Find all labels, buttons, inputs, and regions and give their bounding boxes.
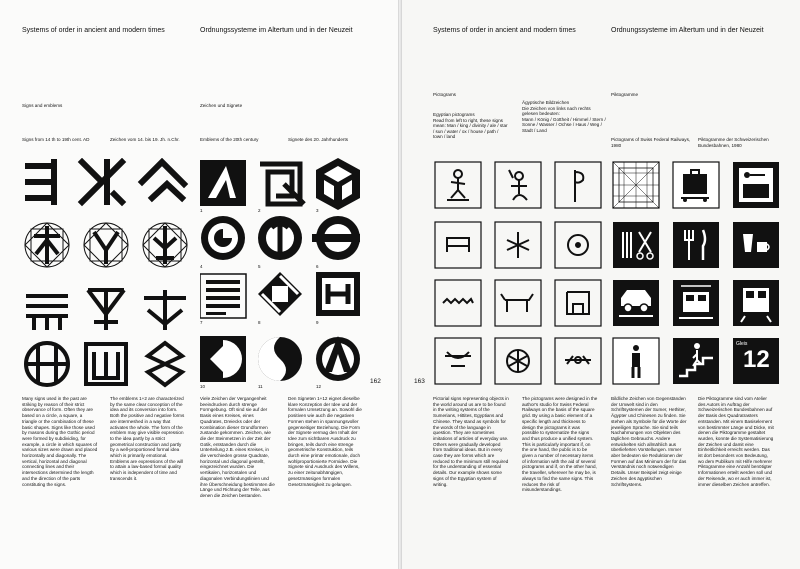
hieroglyph-house bbox=[567, 292, 589, 314]
square-sign-5 bbox=[86, 344, 126, 384]
emblem-5 bbox=[258, 216, 302, 260]
emblem-number: 3 bbox=[316, 208, 319, 213]
emblem-1 bbox=[200, 160, 246, 206]
hieroglyph-sun bbox=[568, 235, 588, 255]
right-text-col4: Die Piktogramme sind vom Atelier des Autors im Auftrag der Schweizerischen Bundesbahnen auf der Basis des Quadratrasters entstanden. Mit einem Basiselement von bestimmter Länge und Dicke, mit denen die Piktogramme gestaltet wurden, konnte die Systematisierung der Zeichen und damit eine Einheitlichkeit erreicht werden. Das ist dort besonders von Bedeutung, wo dem Publikum mit Hilfe mehrerer Piktogramme eine Anzahl benötigter Informationen erteilt werden soll und der Reisende, wo er auch immer ist, immer dieselben Zeichen antreffen. bbox=[698, 396, 774, 487]
right-text-col2: The pictograms were designed in the author's studio for Swiss Federal Railways on the basis of the square grid. By using a basic element of a specific length and thickness to design the pictograms it was possible to systematize the signs and thus produce a unified system. This is particularly important if, on the one hand, the public is to be given a number of necessary items of information with the aid of several pictograms and if, on the other hand, the traveller, wherever he may be, is always to find the same signs. This reduces the risk of misunderstandings. bbox=[522, 396, 598, 493]
swiss-caption-en: Pictograms of Swiss Federal Railways, 1980 bbox=[611, 137, 691, 148]
hieroglyph-town bbox=[507, 350, 529, 372]
emblem-7 bbox=[200, 274, 246, 318]
hieroglyph-star bbox=[507, 232, 529, 258]
caption-ancient-de: Zeichen vom 14. bis 19. Jh. n.Chr. bbox=[110, 137, 180, 142]
platform-number: 12 bbox=[743, 346, 770, 373]
emblem-number: 9 bbox=[316, 320, 319, 325]
sbb-locker-icon bbox=[733, 162, 779, 208]
sbb-train-icon bbox=[733, 280, 779, 326]
left-text-col1: Many signs used in the past are striking by reason of their strict observance of form. Often they are based on a circle, a square, a triangle or the combination of these basic shapes. Signs like those used by masons during the Gothic period were formed by subdividing, for example, a circle in which squares of various sizes were drawn and placed horizontally and diagonally. The vertical, horizontal and diagonal connecting lines and their intersections determined the length and the direction of the parts constituting the signs. bbox=[22, 396, 98, 487]
emblem-6 bbox=[312, 216, 360, 260]
sbb-barber-icon bbox=[613, 222, 659, 268]
left-section-en: Signs and emblems bbox=[22, 103, 63, 108]
emblem-number: 6 bbox=[316, 264, 319, 269]
caption-modern-en: Emblems of the 20th century bbox=[200, 137, 259, 142]
sbb-restaurant-icon bbox=[673, 222, 719, 268]
emblem-number: 4 bbox=[200, 264, 203, 269]
left-text-col2: The emblems 1+2 are characterized by the same clear conception of the idea and its conversion into form. Both the positive and negative forms are intermeshed in a way that activates the whole. The form of the emblem may give visible expression to the idea partly by a strict geometrical construction and partly by a well-proportioned formal idea which is primarily emotional. Emblems are expressions of the will to attain a law-based formal quality which is independent of time and transcends it. bbox=[110, 396, 185, 481]
emblem-number: 8 bbox=[258, 320, 261, 325]
page-number-right: 163 bbox=[414, 378, 425, 385]
emblem-11 bbox=[258, 337, 302, 381]
caption-ancient-en: Signs from 14 th to 19th cent. AD bbox=[22, 137, 90, 142]
swiss-caption-de: Piktogramme der Schweizerischen Bundesbahnen, 1980 bbox=[698, 137, 769, 148]
emblem-number: 12 bbox=[316, 384, 322, 389]
hieroglyph-king bbox=[509, 170, 527, 200]
line-sign-1 bbox=[26, 296, 68, 330]
emblem-number: 1 bbox=[200, 208, 203, 213]
right-page bbox=[400, 0, 800, 569]
emblem-number: 7 bbox=[200, 320, 203, 325]
sbb-stairs-icon bbox=[673, 338, 719, 384]
hieroglyph-sky bbox=[447, 238, 469, 252]
emblem-number: 10 bbox=[200, 384, 206, 389]
emblem-4 bbox=[201, 216, 247, 260]
emblem-number: 5 bbox=[258, 264, 261, 269]
right-section-en: Pictograms bbox=[433, 92, 456, 97]
sbb-grid-base bbox=[613, 162, 659, 208]
emblem-2 bbox=[260, 164, 304, 204]
emblem-12 bbox=[316, 336, 360, 381]
emblems-svg bbox=[200, 158, 360, 390]
caption-modern-de: Signete des 20. Jahrhunderts bbox=[288, 137, 349, 142]
left-text-col3: Viele Zeichen der Vergangenheit beeindrucken durch strenge Formgebung. Oft sind sie auf der Basis eines Kreises, eines Quadrates, Dreiecks oder der Kombination dieser Grundformen zustande gekommen. Zeichen, wie die der Steinmetzen in der Zeit der Gotik, entstanden durch die Unterteilung z.B. eines Kreises, in die verschieden grosse Quadrate, horizontal und diagonal gestellt, eingezeichnet wurden. Die vertikalen, horizontalen und diagonalen Verbindungslinien und ihre Überschneidung bestimmten die Länge und Richtung der Teile, aus denen die Zeichen bestanden. bbox=[200, 396, 275, 498]
sbb-snackbar-icon bbox=[733, 222, 779, 268]
circle-sign-4 bbox=[26, 343, 68, 385]
sbb-toilet-icon bbox=[613, 338, 659, 384]
egyptian-pictograms-grid bbox=[433, 160, 603, 386]
mason-mark-1 bbox=[28, 162, 54, 202]
right-text-col1: Pictorial signs representing objects in the world around us are to be found in the writing systems of the Sumerians, Hittites, Egyptians and Chinese. They stand as symbols for the words of the language in question. They are sometimes imitations of articles of everyday use. Others were gradually developed from traditional ideas. But in every case they are forms which are reduced to the minimum still required for the understanding of essential details. Our example shows some signs of the Egyptian system of writing. bbox=[433, 396, 509, 487]
book-gutter bbox=[398, 0, 402, 569]
emblem-3 bbox=[316, 158, 360, 210]
hieroglyph-divinity bbox=[575, 170, 583, 202]
emblems-grid bbox=[200, 158, 360, 388]
diamond-sign-6 bbox=[148, 343, 182, 385]
sbb-luggage-icon bbox=[673, 162, 719, 208]
right-header-en: Systems of order in ancient and modern times bbox=[433, 27, 576, 34]
emblem-8 bbox=[258, 272, 302, 316]
emblem-10 bbox=[200, 336, 246, 382]
egypt-caption-en: Egyptian pictograms Read from left to right, these signs mean: Man / king / divinity / ale / star / sun / water / ox / house / path / town / land bbox=[433, 112, 508, 140]
page-number-left: 162 bbox=[370, 378, 381, 385]
sbb-tram-icon bbox=[673, 280, 719, 326]
emblem-number: 2 bbox=[258, 208, 261, 213]
left-text-col4: Den Signeten 1+12 eignet dieselbe klare Konzeption der Idee und der formalen Umsetzung an. Sowohl die positiven wie auch die negativen Formen stehen in spannungsvoller gegenseitiger Beziehung. Die Form der Signete vermag den Inhalt der Idee zum sichtbaren Ausdruck zu bringen, teils durch eine strenge geometrische Konstruktion, teils durch eine primär emotionale, doch wohlproportionierte Formidee. Die Signete sind Ausdruck des Willens, zu einer zeitunabhängigen, gesetzmässigen formalen Gesetzmässigkeit zu gelangen. bbox=[288, 396, 362, 487]
right-section-de: Piktogramme bbox=[611, 92, 639, 97]
hieroglyph-water bbox=[443, 299, 473, 303]
left-section-de: Zeichen und Signete bbox=[200, 103, 243, 108]
emblem-number: 11 bbox=[258, 384, 263, 389]
platform-label: Gleis bbox=[736, 341, 748, 347]
hieroglyph-land bbox=[565, 356, 591, 364]
left-header-en: Systems of order in ancient and modern times bbox=[22, 27, 165, 34]
line-sign-2 bbox=[88, 290, 124, 330]
right-header-de: Ordnungssysteme im Altertum und in der Neuzeit bbox=[611, 27, 764, 34]
mason-mark-3 bbox=[142, 162, 184, 198]
egypt-caption-de: Ägyptische Bildzeichen Die Zeichen von links nach rechts gelesen bedeuten: Mann / König / Gottheit / Himmel / Stern / Sonne / Wasser / Ochse / Haus / Weg / Stadt / Land bbox=[522, 100, 606, 133]
right-text-col3: Bildliche Zeichen von Gegenständen der Umwelt sind in den Schriftsystemen der Sumer, Hethiter, Ägypter und Chinesen zu finden. Sie stehen als Symbole für die Worte der jeweiligen Sprache. Sie sind teils Nachahmungen von Objekten des täglichen Gebrauchs. Andere entwickelten sich allmählich aus überlieferten Vorstellungen. Immer aber bedeuten sie Reduktionen der Formen auf das Minimum der für das Verständnis noch notwendigen Details. Unser Beispiel zeigt einige Zeichen des ägyptischen Schriftsystems. bbox=[611, 396, 687, 487]
left-header-de: Ordnungssysteme im Altertum und in der Neuzeit bbox=[200, 27, 353, 34]
ancient-signs-grid bbox=[22, 158, 192, 390]
emblem-9 bbox=[316, 272, 360, 316]
mason-mark-2 bbox=[82, 162, 122, 202]
sbb-car-icon bbox=[613, 280, 659, 326]
hieroglyph-path bbox=[445, 352, 471, 366]
hieroglyph-man bbox=[447, 170, 469, 200]
hieroglyph-ox bbox=[501, 294, 533, 312]
line-sign-3 bbox=[144, 290, 186, 330]
